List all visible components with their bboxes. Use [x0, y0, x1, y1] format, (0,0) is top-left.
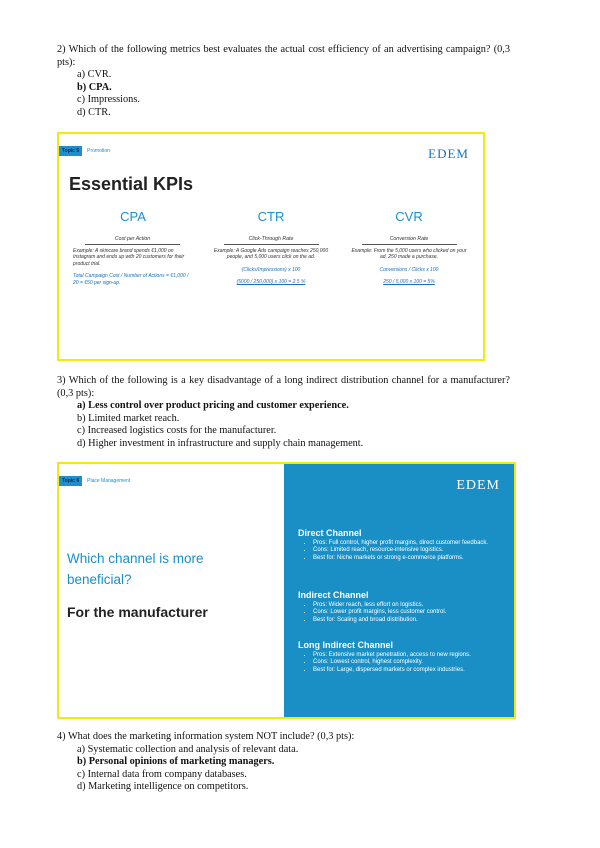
- slide-left-panel: [59, 464, 284, 717]
- question-4-options: [57, 744, 510, 794]
- option-a: a) CVR.: [77, 69, 112, 81]
- channel-point: • Best for: Niche markets or strong e-commerce platforms.: [313, 555, 508, 562]
- slide-right-panel: [284, 464, 514, 717]
- option-d: d) Higher investment in infrastructure and supply chain management.: [77, 437, 364, 449]
- option-b-correct: b) Personal opinions of marketing managers.: [77, 756, 275, 768]
- kpi-formula: (Clicks/Impressions) x 100: [241, 266, 301, 273]
- question-4: [57, 731, 510, 794]
- topic-name: Place Management: [87, 478, 131, 484]
- option-b-correct: b) CPA.: [77, 81, 112, 93]
- kpi-heading: CTR: [257, 209, 285, 224]
- channel-point: • Cons: Limited reach, resource-intensive logistics.: [313, 547, 508, 554]
- channel-long-indirect: [298, 640, 508, 674]
- kpi-slide-image: [57, 132, 485, 361]
- channel-points: [298, 652, 508, 674]
- channel-point: • Pros: Full control, higher profit margins, direct customer feedback.: [313, 540, 508, 547]
- kpi-heading: CVR: [395, 209, 423, 224]
- question-4-stem: 4) What does the marketing information system NOT include? (0,3 pts):: [57, 731, 355, 742]
- option-a-correct: a) Less control over product pricing and customer experience.: [77, 400, 349, 412]
- kpi-formula: Total Campaign Cost / Number of Actions = €1,000 / 20 = €50 per sign-up.: [73, 273, 189, 286]
- channel-direct: [298, 528, 508, 562]
- topic-tag: [59, 476, 130, 486]
- option-d: d) CTR.: [77, 106, 111, 118]
- channel-point: • Pros: Wider reach, less effort on logistics.: [313, 602, 508, 609]
- channel-points: [298, 602, 508, 624]
- channel-point: • Pros: Extensive market penetration, access to new regions.: [313, 652, 508, 659]
- option-c: c) Impressions.: [77, 94, 140, 106]
- option-d: d) Marketing intelligence on competitors.: [77, 781, 249, 793]
- channel-point: • Best for: Scaling and broad distribution.: [313, 617, 508, 624]
- option-c: c) Increased logistics costs for the manufacturer.: [77, 425, 277, 437]
- channel-point: • Best for: Large, dispersed markets or complex industries.: [313, 667, 508, 674]
- kpi-example: Example: A skincare brand spends €1,000 on Instagram and ends up with 20 customers for their product trial.: [73, 248, 185, 267]
- kpi-calculation: (5000 / 250,000) x 100 = 2.5 %: [236, 279, 306, 286]
- kpi-subtitle: Click-Through Rate: [224, 236, 319, 245]
- kpi-column-ctr: [211, 209, 331, 285]
- channel-title: Direct Channel: [298, 528, 362, 538]
- topic-number: Topic 5: [59, 146, 82, 156]
- slide-question: Which channel is more beneficial?: [67, 551, 204, 587]
- option-b: b) Limited market reach.: [77, 412, 180, 424]
- topic-name: Promotion: [87, 148, 110, 154]
- kpi-column-cpa: [73, 209, 193, 286]
- question-3: [57, 375, 510, 451]
- question-3-options: [57, 400, 510, 450]
- question-2-options: [57, 69, 510, 119]
- kpi-subtitle: Conversion Rate: [362, 236, 457, 245]
- kpi-column-cvr: [349, 209, 469, 285]
- kpi-formula: Conversions / Clicks x 100: [379, 266, 439, 273]
- topic-number: Topic 6: [59, 476, 82, 486]
- slide-subtitle: For the manufacturer: [67, 604, 208, 620]
- channel-title: Indirect Channel: [298, 590, 369, 600]
- edem-logo: EDEM: [428, 146, 469, 161]
- question-3-stem: 3) Which of the following is a key disadvantage of a long indirect distribution channel for a manufacturer? (0,3 pts):: [57, 375, 510, 399]
- question-2: [57, 44, 510, 120]
- kpi-example: Example: From the 5,000 users who clicked on your ad, 250 made a purchase.: [351, 248, 467, 261]
- topic-tag: [59, 146, 110, 156]
- slide-title: Essential KPIs: [69, 174, 194, 194]
- kpi-heading: CPA: [120, 209, 146, 224]
- channel-point: • Cons: Lowest control, highest complexity.: [313, 659, 508, 666]
- option-a: a) Systematic collection and analysis of relevant data.: [77, 743, 299, 755]
- channel-points: [298, 540, 508, 562]
- channel-slide-image: [57, 462, 516, 719]
- question-2-stem: 2) Which of the following metrics best evaluates the actual cost efficiency of an advertising campaign? (0,3 pts):: [57, 44, 510, 68]
- kpi-calculation: 250 / 5,000 x 100 = 5%: [383, 279, 435, 286]
- kpi-subtitle: Cost per Action: [85, 236, 180, 245]
- channel-indirect: [298, 590, 508, 624]
- option-c: c) Internal data from company databases.: [77, 768, 247, 780]
- channel-title: Long Indirect Channel: [298, 640, 394, 650]
- kpi-example: Example: A Google Ads campaign reaches 250,000 people, and 5,000 users click on the ad.: [213, 248, 329, 261]
- edem-logo: EDEM: [456, 478, 500, 493]
- channel-point: • Cons: Lower profit margins, less customer control.: [313, 609, 508, 616]
